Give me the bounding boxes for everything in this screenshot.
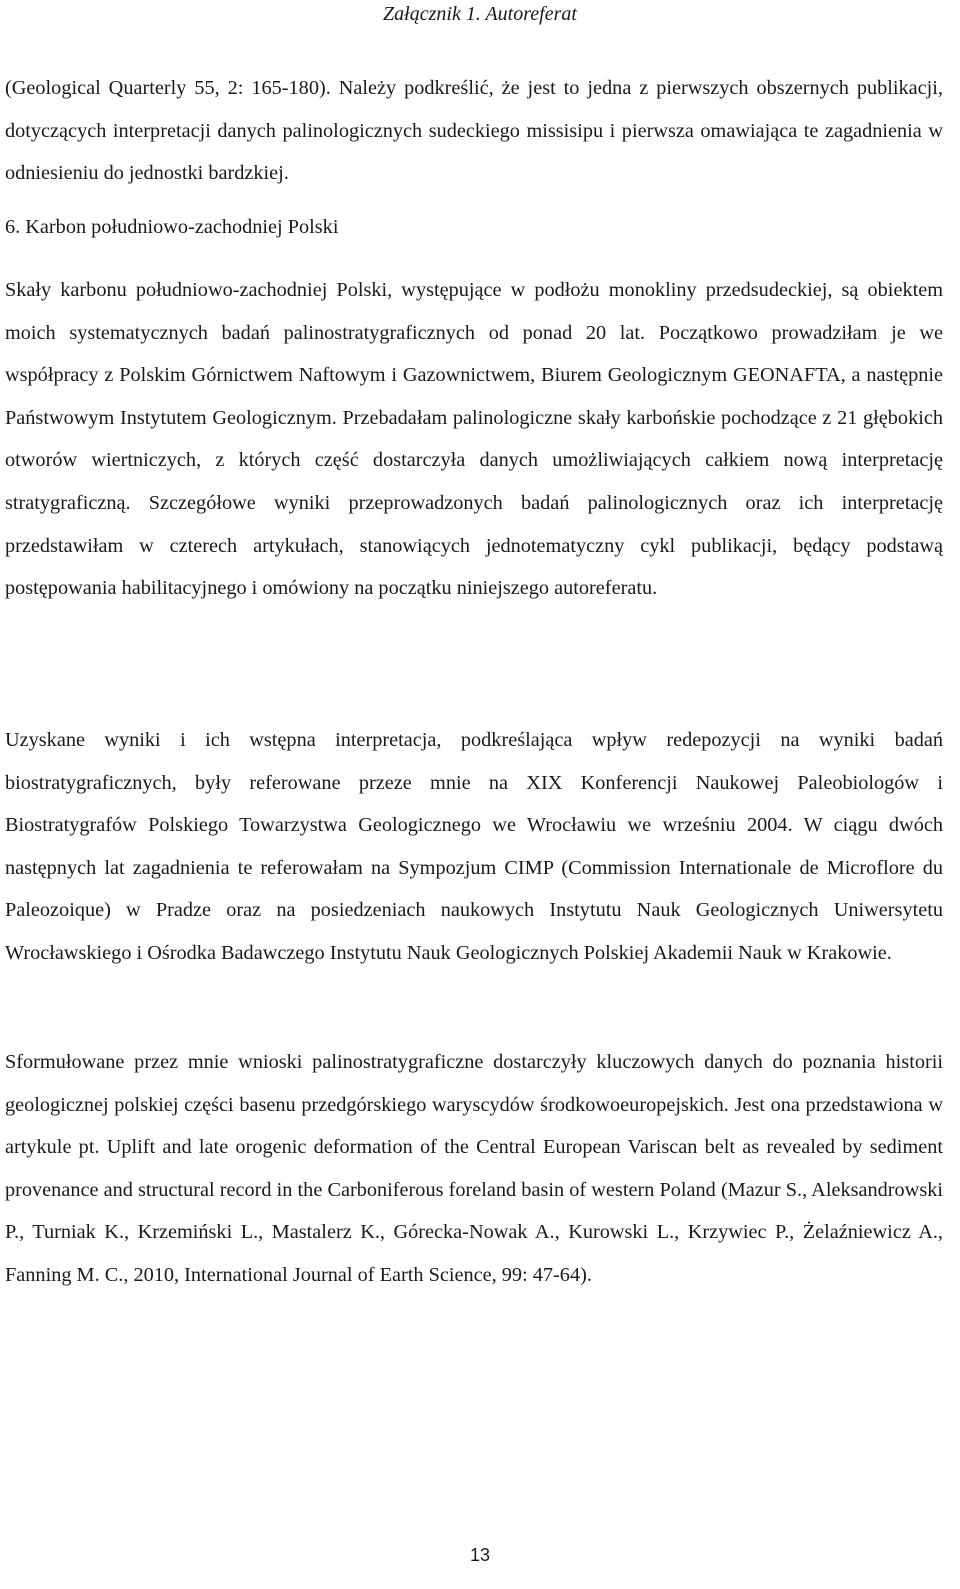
page-number: 13 [469,1545,491,1565]
paragraph-research-overview: Skały karbonu południowo-zachodniej Polski, występujące w podłożu monokliny przedsudeckiej, są obiektem moich systematycznych badań palinostratygraficznych od ponad 20 lat. Początkowo prowadziłam je we współpracy z Polskim Górnictwem Naftowym i Gazownictwem, Biurem Geologicznym GEONAFTA, a następnie Państwowym Instytutem Geologicznym. Przebadałam palinologiczne skały karbońskie pochodzące z 21 głębokich otworów wiertniczych, z których część dostarczyła danych umożliwiających całkiem nową interpretację stratygraficzną. Szczegółowe wyniki przeprowadzonych badań palinologicznych oraz ich interpretację przedstawiłam w czterech artykułach, stanowiących jednotematyczny cykl publikacji, będący podstawą postępowania habilitacyjnego i omówiony na początku niniejszego autoreferatu. [5,279,943,600]
section-heading: 6. Karbon południowo-zachodniej Polski [5,216,339,238]
paragraph-geological-quarterly: (Geological Quarterly 55, 2: 165-180). Należy podkreślić, że jest to jedna z pierwszych obszernych publikacji, dotyczących interpretacji danych palinologicznych sudeckiego missisipu i pierwsza omawiająca te zagadnienia w odniesieniu do jednostki bardzkiej. [5,77,943,185]
page-header: Załącznik 1. Autoreferat [383,3,577,25]
paragraph-palinostratigraphic-conclusions: Sformułowane przez mnie wnioski palinostratygraficzne dostarczyły kluczowych danych do poznania historii geologicznej polskiej części basenu przedgórskiego waryscydów środkowoeuropejskich. Jest ona przedstawiona w artykule pt. Uplift and late orogenic deformation of the Central European Variscan belt as revealed by sediment provenance and structural record in the Carboniferous foreland basin of western Poland (Mazur S., Aleksandrowski P., Turniak K., Krzemiński L., Mastalerz K., Górecka-Nowak A., Kurowski L., Krzywiec P., Żelaźniewicz A., Fanning M. C., 2010, International Journal of Earth Science, 99: 47-64). [5,1051,943,1286]
paragraph-conference-presentations: Uzyskane wyniki i ich wstępna interpretacja, podkreślająca wpływ redepozycji na wyniki badań biostratygraficznych, były referowane przeze mnie na XIX Konferencji Naukowej Paleobiologów i Biostratygrafów Polskiego Towarzystwa Geologicznego we Wrocławiu we wrześniu 2004. W ciągu dwóch następnych lat zagadnienia te referowałam na Sympozjum CIMP (Commission Internationale de Microflore du Paleozoique) w Pradze oraz na posiedzeniach naukowych Instytutu Nauk Geologicznych Uniwersytetu Wrocławskiego i Ośrodka Badawczego Instytutu Nauk Geologicznych Polskiej Akademii Nauk w Krakowie. [5,729,943,964]
